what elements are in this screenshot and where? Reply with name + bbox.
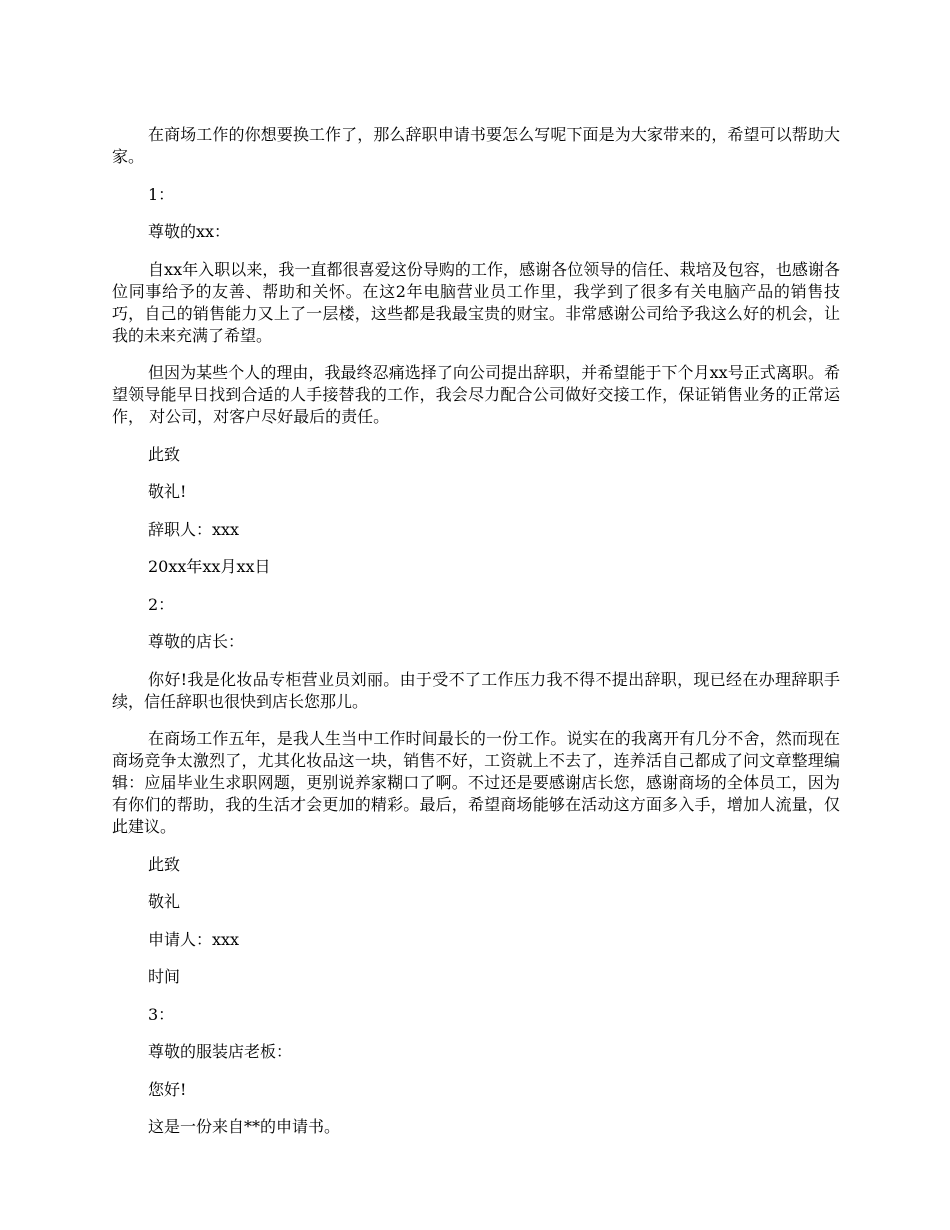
letter-3-paragraph-1: 这是一份来自**的申请书。 <box>148 1117 341 1136</box>
section-number-2: 2： <box>148 594 175 614</box>
document-body <box>112 124 840 1154</box>
letter-1-paragraph-2: 但因为某些个人的理由，我最终忍痛选择了向公司提出辞职，并希望能于下个月xx号正式离职。希望领导能早日找到合适的人手接替我的工作，我会尽力配合公司做好交接工作，保证销售业务的正常运作， 对公司，对客户尽好最后的责任。 <box>112 363 840 426</box>
letter-2-paragraph-1: 你好!我是化妆品专柜营业员刘丽。由于受不了工作压力我不得不提出辞职，现已经在办理辞职手续，信任辞职也很快到店长您那儿。 <box>112 669 840 711</box>
salutation-2: 尊敬的店长： <box>148 632 245 651</box>
salutation-3: 尊敬的服装店老板： <box>148 1042 293 1061</box>
salutation-1: 尊敬的xx： <box>148 222 231 241</box>
regards-2: 敬礼 <box>148 892 181 911</box>
date-1: 20xx年xx月xx日 <box>148 557 271 576</box>
signer-2: 申请人：xxx <box>148 929 240 949</box>
intro-paragraph: 在商场工作的你想要换工作了，那么辞职申请书要怎么写呢下面是为大家带来的，希望可以帮助大家。 <box>112 125 840 166</box>
letter-2-paragraph-2: 在商场工作五年，是我人生当中工作时间最长的一份工作。说实在的我离开有几分不舍，然而现在商场竞争太激烈了，尤其化妆品这一块，销售不好，工资就上不去了，连养活自己都成了问文章整理编辑：应届毕业生求职网题，更别说养家糊口了啊。不过还是要感谢店长您，感谢商场的全体员工，因为有你们的帮助，我的生活才会更加的精彩。最后，希望商场能够在活动这方面多入手，增加人流量，仅此建议。 <box>112 729 840 836</box>
closing-1: 此致 <box>148 444 181 464</box>
date-2: 时间 <box>148 967 181 986</box>
section-number-1: 1： <box>148 184 175 204</box>
signer-1: 辞职人：xxx <box>148 519 240 539</box>
section-number-3: 3： <box>148 1004 175 1024</box>
closing-2: 此致 <box>148 854 181 874</box>
regards-1: 敬礼! <box>148 482 187 501</box>
greeting-3: 您好! <box>148 1079 187 1099</box>
letter-1-paragraph-1: 自xx年入职以来，我一直都很喜爱这份导购的工作，感谢各位领导的信任、栽培及包容，也感谢各位同事给予的友善、帮助和关怀。在这2年电脑营业员工作里，我学到了很多有关电脑产品的销售技巧，自己的销售能力又上了一层楼，这些都是我最宝贵的财宝。非常感谢公司给予我这么好的机会，让我的未来充满了希望。 <box>112 259 840 345</box>
